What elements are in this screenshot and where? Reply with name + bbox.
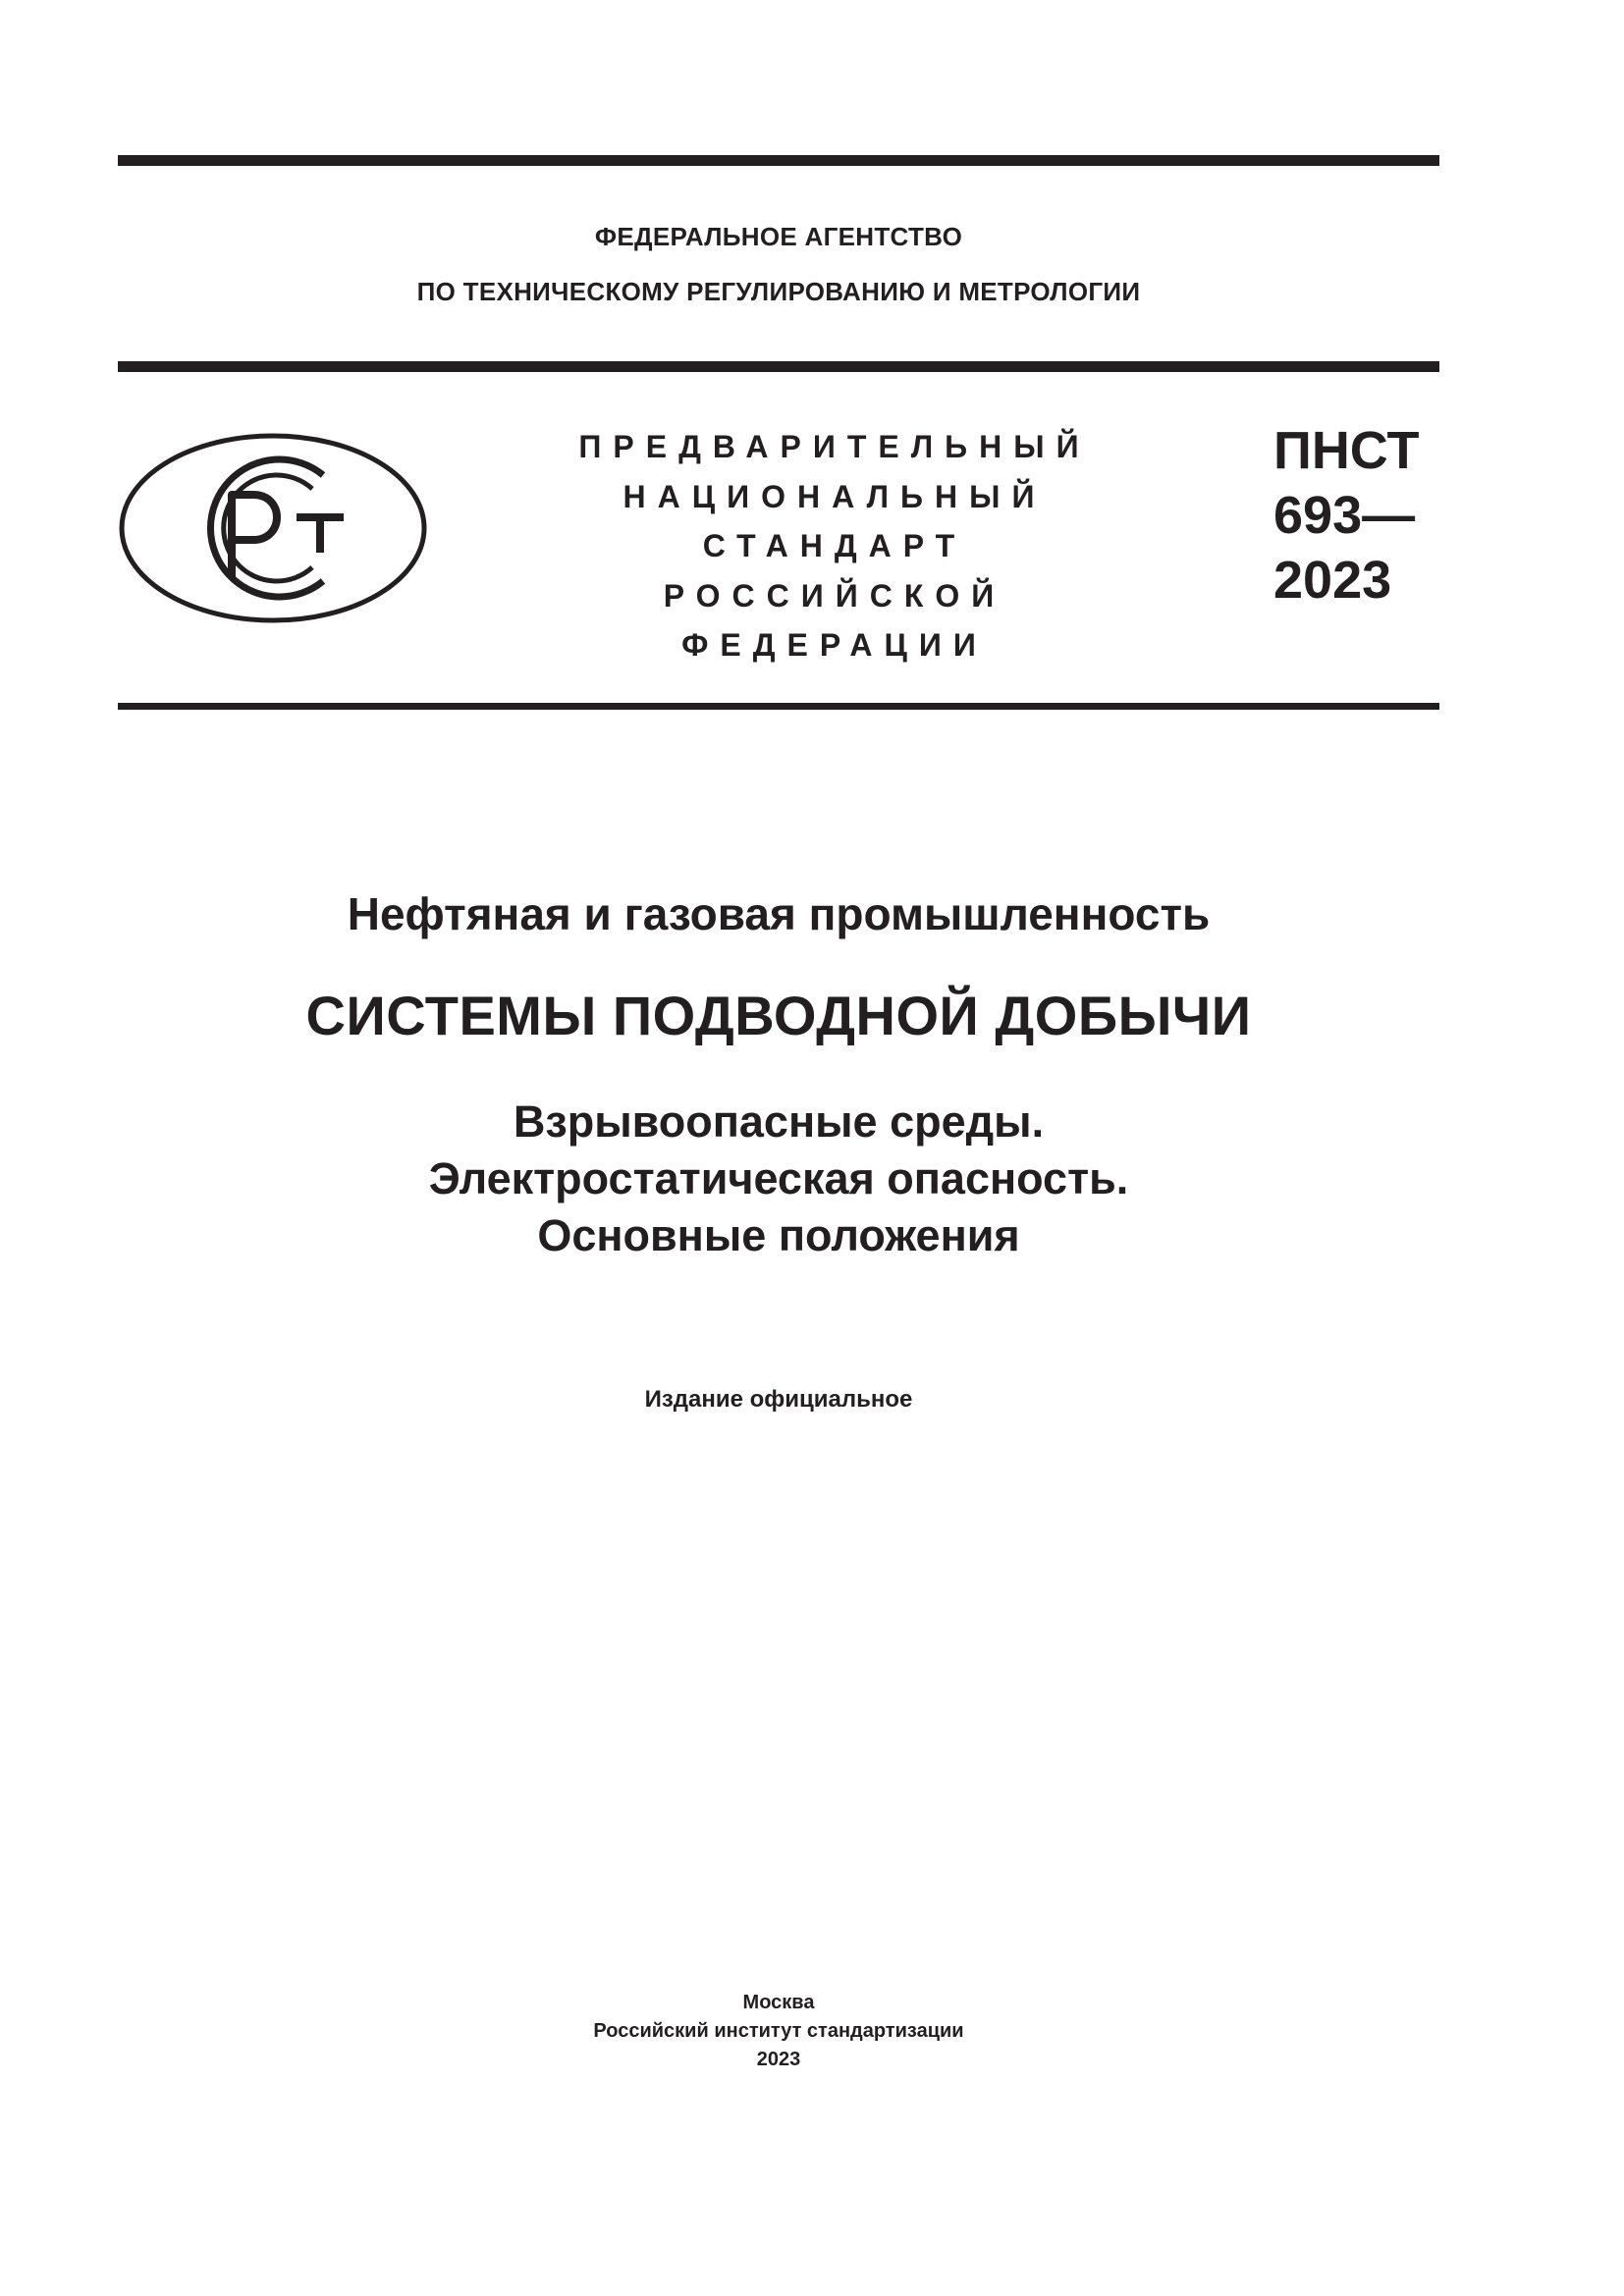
imprint bbox=[118, 1989, 1439, 2074]
header-rule bbox=[118, 361, 1439, 372]
agency-name-line1: ФЕДЕРАЛЬНОЕ АГЕНТСТВО bbox=[594, 222, 963, 251]
top-rule bbox=[118, 155, 1439, 166]
rst-logo-icon bbox=[116, 430, 430, 626]
edition-note: Издание официальное bbox=[644, 1386, 913, 1413]
standard-number: ПНСТ 693— 2023 bbox=[1273, 421, 1420, 610]
imprint-year: 2023 bbox=[756, 2049, 801, 2070]
standard-type: ПРЕДВАРИТЕЛЬНЫЙ НАЦИОНАЛЬНЫЙ СТАНДАРТ РОССИЙСКОЙ ФЕДЕРАЦИИ bbox=[578, 429, 1091, 663]
agency-name-line2: ПО ТЕХНИЧЕСКОМУ РЕГУЛИРОВАНИЮ И МЕТРОЛОГИИ bbox=[416, 277, 1141, 306]
imprint-city: Москва bbox=[742, 1992, 815, 2013]
imprint-publisher: Российский институт стандартизации bbox=[593, 2020, 964, 2042]
document-main-title: СИСТЕМЫ ПОДВОДНОЙ ДОБЫЧИ bbox=[305, 985, 1252, 1046]
section-rule bbox=[118, 703, 1439, 710]
document-subtitle: Взрывоопасные среды. Электростатическая опасность. Основные положения bbox=[428, 1096, 1129, 1260]
industry-title: Нефтяная и газовая промышленность bbox=[347, 888, 1211, 939]
